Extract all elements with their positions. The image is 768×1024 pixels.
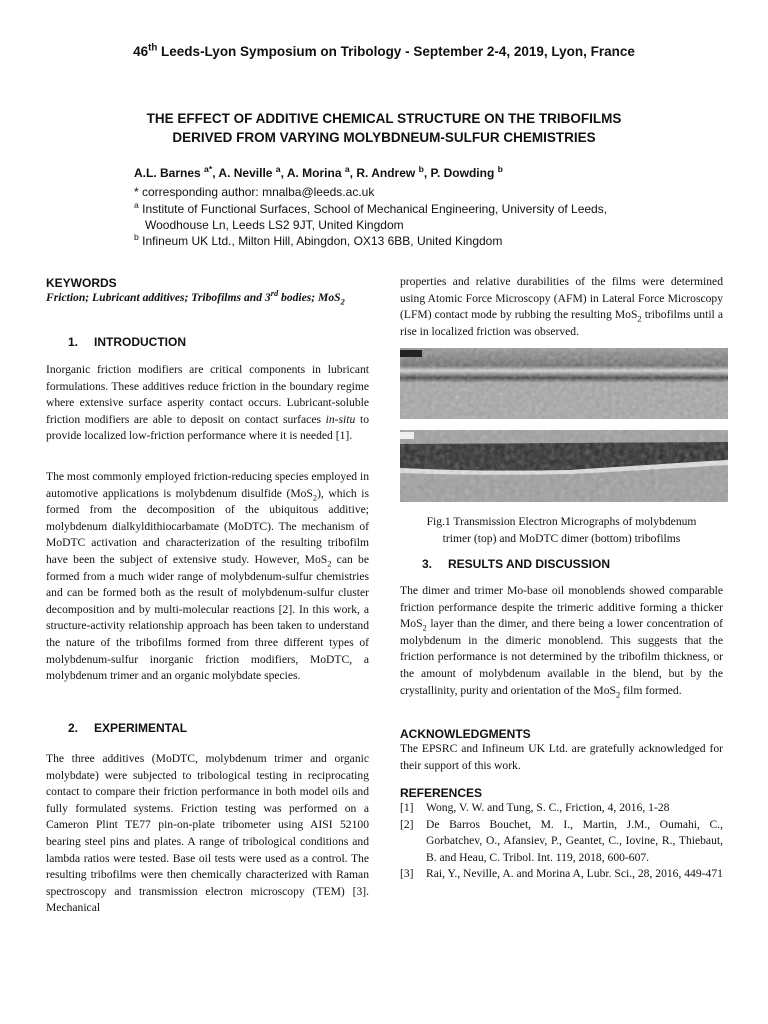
author-name: P. Dowding bbox=[430, 166, 495, 180]
reference-list bbox=[400, 800, 723, 883]
corresponding-author: * corresponding author: mnalba@leeds.ac.uk bbox=[134, 185, 375, 199]
section-heading-introduction: 1. INTRODUCTION bbox=[68, 335, 186, 349]
section-heading-experimental: 2. EXPERIMENTAL bbox=[68, 721, 188, 735]
author-name: A. Neville bbox=[218, 166, 273, 180]
intro-paragraph-2: The most commonly employed friction-reducing species employed in automotive applications is molybdenum disulfide (MoS$_2$), which is formed from the decomposition of the ubiquitous additive; molybdenum dialkyldithiocarbamate (MoDTC). The mechanism of MoDTC activation and characterization of the resulting tribofilm have been the subject of extensive study. However, MoS$_2$ can be formed from a much wider range of molybdenum-sulfur chemistries and can be formed both as the result of molybdenum-sulfur cluster decomposition and by multi-molecular reactions [2]. In this work, a structure-activity relationship approach has been taken to understand the nature of the tribofilms formed from three different types of molybdenum-sulfur inorganic friction modifiers, MoDTC, a molybdenum trimer and an organic molybdate species. bbox=[46, 470, 370, 683]
keywords-text: Friction; Lubricant additives; Tribofilms and 3rd bodies; MoS$_2$ bbox=[46, 289, 345, 307]
methods-continued-paragraph: properties and relative durabilities of the films were determined using Atomic Force Microscopy (AFM) in Lateral Force Microscopy (LFM) contact mode by rubbing the resulting MoS$_2$ tribofilms until a rise in localized friction was observed. bbox=[400, 275, 724, 338]
acknowledgments-heading: ACKNOWLEDGMENTS bbox=[400, 727, 531, 741]
title-line-1: THE EFFECT OF ADDITIVE CHEMICAL STRUCTURE ON THE TRIBOFILMS bbox=[146, 111, 622, 126]
intro-paragraph-1: Inorganic friction modifiers are critical components in lubricant formulations. These additives reduce friction in the boundary regime where extensive surface asperity contact occurs. Lubricant-soluble friction modifiers are able to deposit on contact surfaces in-situ to provide localized low-friction performance where it is needed [1]. bbox=[46, 363, 369, 443]
tem-micrograph-dimer bbox=[400, 430, 728, 502]
reference-item: [3] Rai, Y., Neville, A. and Morina A, Lubr. Sci., 28, 2016, 449-471 bbox=[400, 867, 723, 881]
tem-micrograph-trimer bbox=[400, 348, 728, 419]
tem-image-trimer-graphic bbox=[400, 348, 728, 419]
author-name: R. Andrew bbox=[356, 166, 416, 180]
affiliation-a: $^a$ Institute of Functional Surfaces, School of Mechanical Engineering, University of Leeds, Woodhouse Ln, Leeds LS2 9JT, United Kingdom bbox=[134, 200, 608, 232]
conference-header: 46th Leeds-Lyon Symposium on Tribology - September 2-4, 2019, Lyon, France bbox=[133, 42, 635, 59]
author-list: A.L. Barnes $^{a*}$, A. Neville $^a$, A. Morina $^a$, R. Andrew $^b$, P. Dowding $^b$ bbox=[134, 164, 503, 180]
paper-title bbox=[0, 109, 768, 147]
acknowledgments-text: The EPSRC and Infineum UK Ltd. are gratefully acknowledged for their support of this work. bbox=[400, 742, 723, 772]
references-heading: REFERENCES bbox=[400, 786, 483, 800]
author-name: A. Morina bbox=[286, 166, 342, 180]
reference-item: [1] Wong, V. W. and Tung, S. C., Friction, 4, 2016, 1-28 bbox=[400, 801, 670, 814]
reference-item: [2] De Barros Bouchet, M. I., Martin, J.M., Oumahi, C., Gorbatchev, O., Afansiev, P., Geantet, C., Iovine, R., Thiebaut, B. and Heau, C. Tribol. Int. 119, 2018, 600-607. bbox=[400, 817, 723, 864]
results-paragraph: The dimer and trimer Mo-base oil monoblends showed comparable friction performance despite the trimeric additive forming a thicker MoS$_2$ layer than the dimer, and there being a lower concentration of molybdenum in the dimeric monoblend. This suggests that the friction performance is not determined by the tribofilm thickness, or the amount of molybdenum available in the blend, but by the crystallinity, purity and orientation of the MoS$_2$ film formed. bbox=[400, 584, 723, 699]
figure-caption: Fig.1 Transmission Electron Micrographs of molybdenum trimer (top) and MoDTC dimer (bottom) tribofilms bbox=[426, 515, 697, 545]
author-name: A.L. Barnes bbox=[134, 166, 201, 180]
affiliation-b: $^b$ Infineum UK Ltd., Milton Hill, Abingdon, OX13 6BB, United Kingdom bbox=[134, 232, 503, 248]
experimental-paragraph: The three additives (MoDTC, molybdenum trimer and organic molybdate) were subjected to tribological testing in reciprocating contact to compare their friction performance in both model oils and fully formulated systems. Friction testing was performed on a Cameron Plint TE77 pin-on-plate tribometer using AISI 52100 bearing steel pins and plates. A range of tribological conditions and lambda ratios were tested. Base oil tests were used as a control. The resulting tribofilms were then chemically characterized with Raman spectroscopy and transmission electron microscopy (TEM) [3]. Mechanical bbox=[46, 752, 369, 915]
title-line-2: DERIVED FROM VARYING MOLYBDNEUM-SULFUR CHEMISTRIES bbox=[172, 130, 596, 145]
keywords-heading: KEYWORDS bbox=[46, 276, 117, 290]
tem-image-dimer-graphic bbox=[400, 430, 728, 502]
section-heading-results: 3. RESULTS AND DISCUSSION bbox=[422, 557, 611, 571]
